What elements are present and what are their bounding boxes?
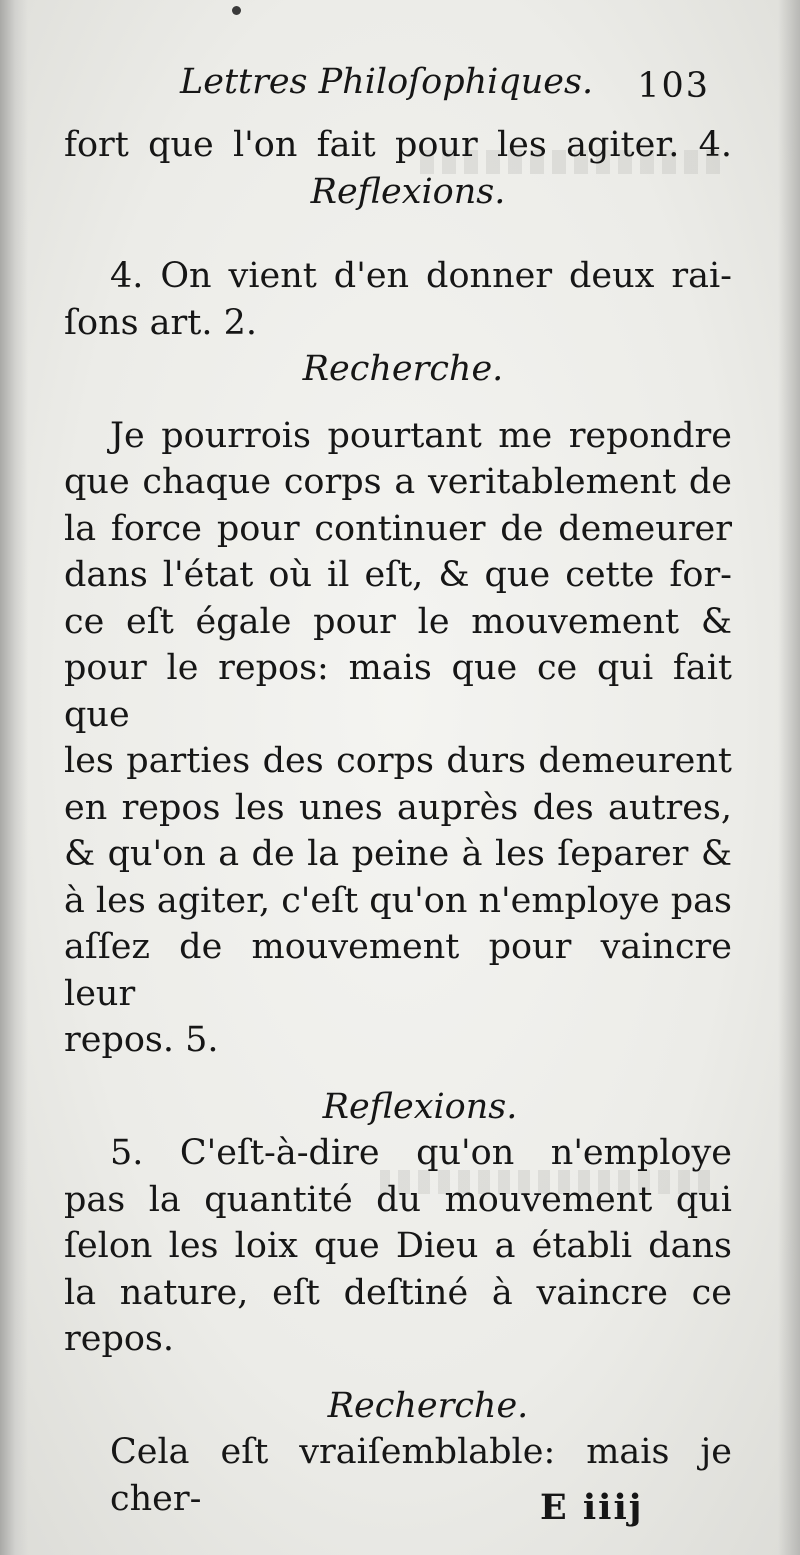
text-line: Je pourrois pourtant me repondre bbox=[110, 415, 732, 456]
text-line: 5. C'eſt-à-dire qu'on n'employe bbox=[110, 1133, 732, 1173]
ink-spot bbox=[232, 6, 241, 15]
text-line: les parties des corps durs demeurent bbox=[64, 741, 732, 781]
signature-mark: E iiij bbox=[540, 1487, 644, 1528]
page-edge-shadow bbox=[778, 0, 800, 1555]
text-line: la force pour continuer de demeurer bbox=[64, 508, 732, 549]
text-line: à les agiter, c'eſt qu'on n'employe pas bbox=[64, 880, 732, 921]
text-line: aſſez de mouvement pour vaincre leur bbox=[64, 927, 732, 1014]
text-line: pas la quantité du mouvement qui bbox=[64, 1179, 732, 1220]
text-line: 4. On vient d'en donner deux rai- bbox=[110, 256, 732, 296]
text-line: ſons art. 2. bbox=[64, 302, 257, 343]
section-heading: Reflexions. bbox=[322, 1086, 518, 1127]
text-line: que chaque corps a veritablement de bbox=[64, 462, 732, 502]
section-heading: Recherche. bbox=[327, 1385, 529, 1426]
text-line: ſelon les loix que Dieu a établi dans bbox=[64, 1226, 732, 1266]
text-line: dans l'état où il eſt, & que cette for- bbox=[64, 555, 732, 595]
page-body bbox=[64, 122, 732, 1522]
running-header bbox=[180, 62, 710, 112]
text-line: & qu'on a de la peine à les ſeparer & bbox=[64, 834, 732, 874]
text-line: en repos les unes auprès des autres, bbox=[64, 787, 732, 828]
section-heading: Recherche. bbox=[302, 349, 504, 389]
running-title: Lettres Philoſophiques. bbox=[180, 62, 594, 102]
text-line: pour le repos: mais que ce qui fait que bbox=[64, 648, 732, 735]
text-line: repos. bbox=[64, 1319, 175, 1359]
text-line: repos. 5. bbox=[64, 1020, 219, 1060]
page-number: 103 bbox=[637, 66, 710, 106]
section-heading: Reflexions. bbox=[310, 171, 506, 212]
text-line: la nature, eſt deſtiné à vaincre ce bbox=[64, 1272, 732, 1313]
text-line: Cela eſt vraiſemblable: mais je cher- bbox=[110, 1432, 732, 1519]
text-line: fort que l'on fait pour les agiter. 4. bbox=[64, 125, 732, 165]
page-gutter-shadow bbox=[0, 0, 28, 1555]
text-line: ce eſt égale pour le mouvement & bbox=[64, 601, 732, 642]
